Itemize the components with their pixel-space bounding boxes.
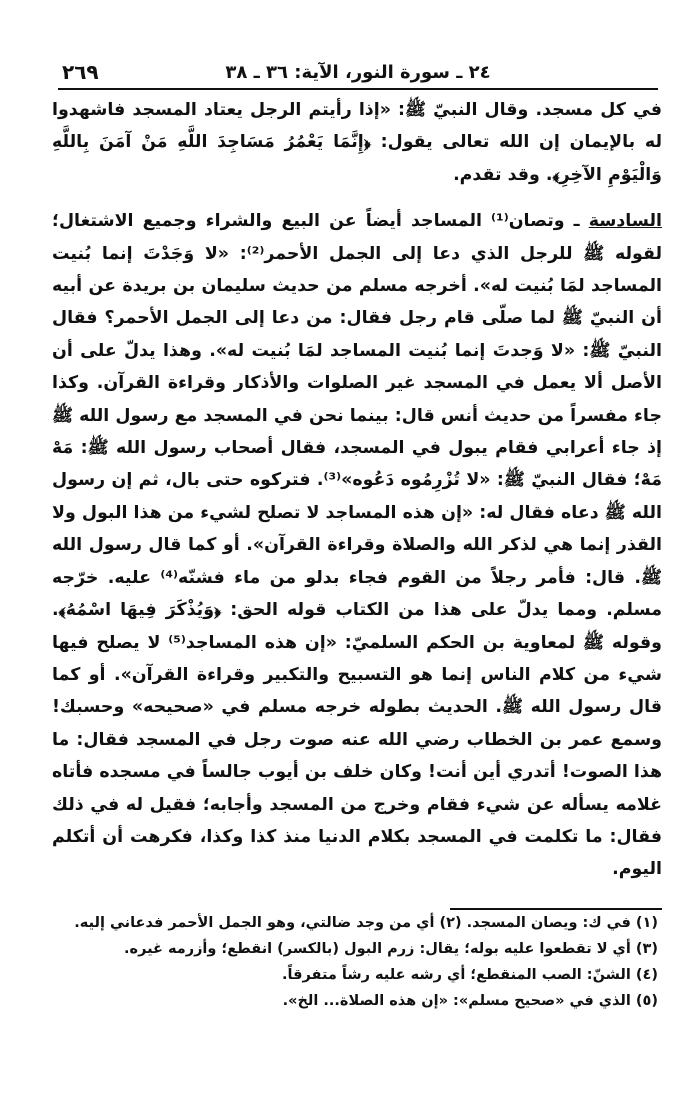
footnote-4: (٤) الشنّ: الصب المنقطع؛ أي رشه عليه رشاً متفرقاً. — [282, 967, 658, 983]
paragraph-sixth-issue — [52, 205, 662, 886]
footnote-3: (٣) أي لا تقطعوا عليه بوله؛ يقال: زرم البول (بالكسر) انقطع؛ وأزرمه غيره. — [124, 941, 658, 957]
footnote-1-2: (١) في ك: ويصان المسجد. (٢) أي من وجد ضالتي، وهو الجمل الأحمر فدعاني إليه. — [74, 915, 658, 931]
page-body — [52, 94, 662, 886]
paragraph-intro: في كل مسجد. وقال النبيّ ﷺ: «إذا رأيتم الرجل يعتاد المسجد فاشهدوا له بالإيمان إن الله تعالى يقول: ﴿إِنَّمَا يَعْمُرُ مَسَاجِدَ اللَّهِ مَنْ آمَنَ بِاللَّهِ وَالْيَوْمِ الآخِرِ﴾. وقد تقدم. — [52, 100, 662, 185]
footnote-list — [58, 910, 658, 1014]
section-title: السادسة — [588, 211, 662, 232]
running-title: ٢٤ ـ سورة النور، الآية: ٣٦ ـ ٣٨ — [225, 62, 491, 83]
page-number: ٢٦٩ — [62, 60, 99, 84]
footnote-5: (٥) الذي في «صحيح مسلم»: «إن هذه الصلاة... الخ». — [282, 993, 658, 1009]
page-header — [58, 58, 658, 90]
paragraph-text: ـ وتصان⁽¹⁾ المساجد أيضاً عن البيع والشراء وجميع الاشتغال؛ لقوله ﷺ للرجل الذي دعا إلى الجمل الأحمر⁽²⁾: «لا وَجَدْتَ إنما بُنيت المساجد لمَا بُنيت له». أخرجه مسلم من حديث سليمان بن بريدة عن أبيه أن النبيّ ﷺ لما صلّى قام رجل فقال: من دعا إلى الجمل الأحمر؟ فقال النبيّ ﷺ: «لا وَجدتَ إنما بُنيت المساجد لمَا بُنيت له». وهذا يدلّ على أن الأصل ألا يعمل في المسجد غير الصلوات والأذكار وقراءة القرآن. وكذا جاء مفسراً من حديث أنس قال: بينما نحن في المسجد مع رسول الله ﷺ إذ جاء أعرابي فقام يبول في المسجد، فقال أصحاب رسول الله ﷺ: مَهْ مَهْ؛ فقال النبيّ ﷺ: «لا تُزْرِمُوه دَعُوه»⁽³⁾. فتركوه حتى بال، ثم إن رسول الله ﷺ دعاه فقال له: «إن هذه المساجد لا تصلح لشيء من هذا البول ولا القذر إنما هي لذكر الله والصلاة وقراءة القرآن». أو كما قال رسول الله ﷺ. قال: فأمر رجلاً من القوم فجاء بدلو من ماء فشنّه⁽⁴⁾ عليه. خرّجه مسلم. ومما يدلّ على هذا من الكتاب قوله الحق: ﴿وَيُذْكَرَ فِيهَا اسْمُهُ﴾. وقوله ﷺ لمعاوية بن الحكم السلميّ: «إن هذه المساجد⁽⁵⁾ لا يصلح فيها شيء من كلام الناس إنما هو التسبيح والتكبير وقراءة القرآن». أو كما قال رسول الله ﷺ. الحديث بطوله خرجه مسلم في «صحيحه» وحسبك! وسمع عمر بن الخطاب رضي الله عنه صوت رجل في المسجد فقال: ما هذا الصوت! أتدري أين أنت! وكان خلف بن أيوب جالساً في مسجده فأتاه غلامه يسأله عن شيء فقام وخرج من المسجد وأجابه؛ فقيل له في ذلك فقال: ما تكلمت في المسجد بكلام الدنيا منذ كذا وكذا، فكرهت أن أتكلم اليوم. — [52, 211, 663, 880]
